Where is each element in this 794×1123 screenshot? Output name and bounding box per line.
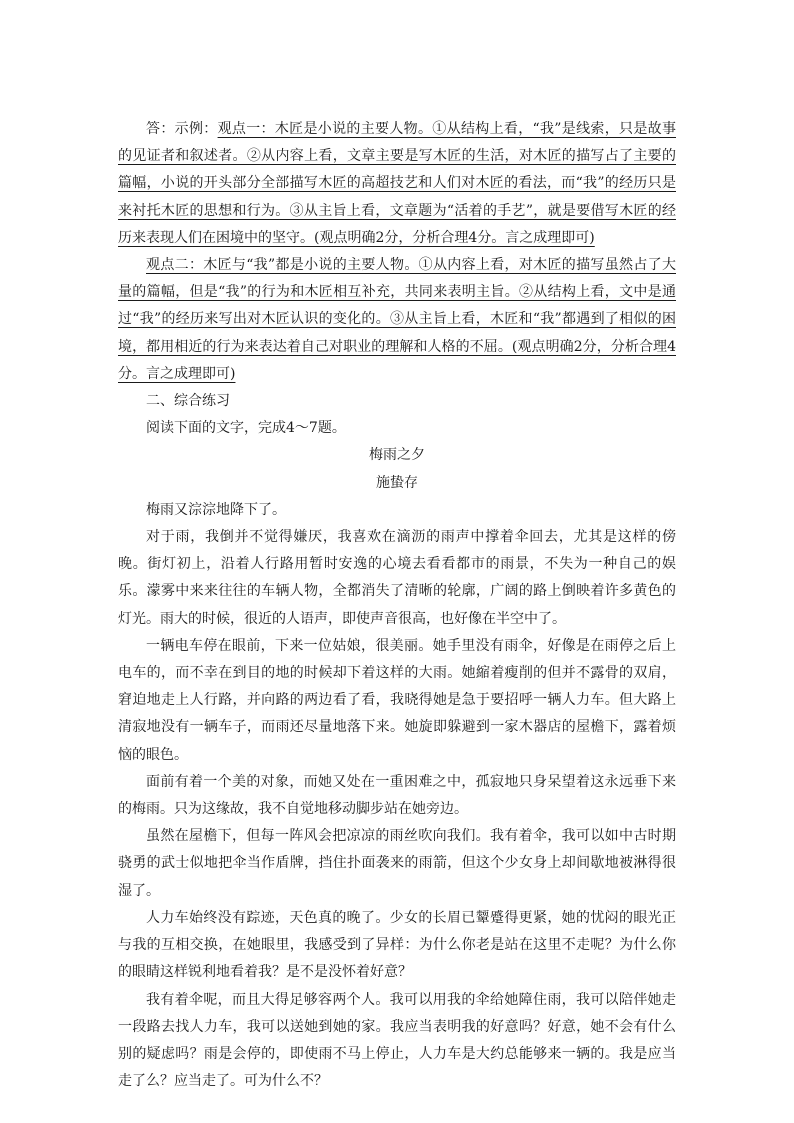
answer-view-2-text: 观点二：木匠与“我”都是小说的主要人物。①从内容上看，对木匠的描写虽然占了大量的篇幅，但是“我”的行为和木匠相互补充，共同来表明主旨。②从结构上看，文中是通过“我”的经历来写出对木匠认识的变化的。③从主旨上看，木匠和“我”都遇到了相似的困境，都用相近的行为来表达着自己对职业的理解和人格的不屈。(观点明确2分，分析合理4分。言之成理即可) (118, 257, 676, 382)
document-body (118, 116, 676, 1095)
story-paragraph: 一辆电车停在眼前，下来一位姑娘，很美丽。她手里没有雨伞，好像是在雨停之后上电车的，而不幸在到目的地的时候却下着这样的大雨。她縮着瘦削的但并不露骨的双肩，窘迫地走上人行路，并向路的两边看了看，我晓得她是急于要招呼一辆人力车。但大路上清寂地没有一辆车子，而雨还尽量地落下来。她旋即躲避到一家木器店的屋檐下，露着烦恼的眼色。 (118, 637, 676, 763)
story-title: 梅雨之夕 (369, 447, 425, 464)
section-instruction: 阅读下面的文字，完成4～7题。 (146, 420, 346, 437)
answer-view-1 (118, 116, 676, 252)
answer-view-1-text: 观点一：木匠是小说的主要人物。①从结构上看，“我”是线索，只是故事的见证者和叙述者。②从内容上看，文章主要是写木匠的生活，对木匠的描写占了主要的篇幅，小说的开头部分全部描写木匠的高超技艺和人们对木匠的看法，而“我”的经历只是来衬托木匠的思想和行为。③从主旨上看，文章题为“活着的手艺”，就是要借写木匠的经历来表现人们在困境中的坚守。(观点明确2分，分析合理4分。言之成理即可) (118, 121, 676, 246)
story-paragraph: 人力车始终没有踪迹，天色真的晚了。少女的长眉已颦蹙得更紧，她的忧闷的眼光正与我的互相交换，在她眼里，我感受到了异样：为什么你老是站在这里不走呢？为什么你的眼睛这样锐利地看着我？是不是没怀着好意？ (118, 909, 676, 981)
section-heading: 二、综合练习 (146, 393, 230, 410)
answer-label: 答：示例： (146, 121, 218, 137)
story-paragraph: 梅雨又淙淙地降下了。 (146, 501, 286, 518)
story-paragraph: 我有着伞呢，而且大得足够容两个人。我可以用我的伞给她障住雨，我可以陪伴她走一段路去找人力车，我可以送她到她的家。我应当表明我的好意吗？好意，她不会有什么别的疑虑吗？雨是会停的，即使雨不马上停止，人力车是大约总能够来一辆的。我是应当走了么？应当走了。可为什么不？ (118, 991, 676, 1090)
answer-view-2 (118, 252, 676, 388)
story-author: 施蛰存 (376, 474, 418, 491)
story-paragraph: 对于雨，我倒并不觉得嫌厌，我喜欢在滴沥的雨声中撑着伞回去，尤其是这样的傍晚。街灯初上，沿着人行路用暂时安逸的心境去看看都市的雨景，不失为一种自己的娱乐。濛雾中来来往往的车辆人物，全都消失了清晰的轮廓，广阔的路上倒映着许多黄色的灯光。雨大的时候，很近的人语声，即使声音很高，也好像在半空中了。 (118, 529, 676, 627)
story-paragraph: 面前有着一个美的对象，而她又处在一重困难之中，孤寂地只身呆望着这永远垂下来的梅雨。只为这缘故，我不自觉地移动脚步站在她旁边。 (118, 773, 676, 818)
story-paragraph: 虽然在屋檐下，但每一阵风会把凉凉的雨丝吹向我们。我有着伞，我可以如中古时期骁勇的武士似地把伞当作盾牌，挡住扑面袭来的雨箭，但这个少女身上却间歇地被淋得很湿了。 (118, 828, 676, 899)
